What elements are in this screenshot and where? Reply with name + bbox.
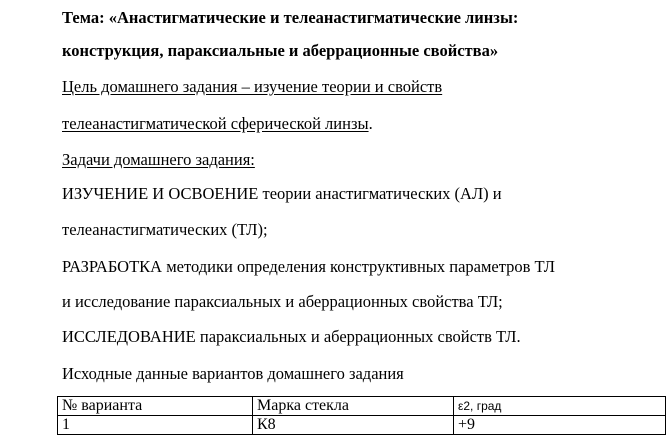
cell-variant: 1 — [58, 416, 253, 435]
variants-table — [57, 396, 666, 435]
header-epsilon: ε2, град — [454, 397, 666, 416]
header-variant: № варианта — [58, 397, 253, 416]
header-glass: Марка стекла — [253, 397, 454, 416]
task-1-line-2: телеанастигматических (ТЛ); — [62, 220, 268, 239]
source-data-heading: Исходные данные вариантов домашнего задания — [62, 364, 404, 383]
goal-line-2 — [62, 114, 373, 134]
table-header-row — [58, 397, 666, 416]
goal-text-2: телеанастигматической сферической линзы — [62, 114, 369, 133]
tasks-heading-text: Задачи домашнего задания: — [62, 150, 255, 169]
cell-epsilon: +9 — [454, 416, 666, 435]
task-1-line-1: ИЗУЧЕНИЕ И ОСВОЕНИЕ теории анастигматических (АЛ) и — [62, 184, 502, 203]
title-line-2: конструкция, параксиальные и аберрационные свойства» — [62, 41, 499, 60]
goal-period: . — [368, 114, 373, 133]
goal-line-1 — [62, 77, 442, 97]
tasks-heading — [62, 150, 255, 170]
task-3: ИССЛЕДОВАНИЕ параксиальных и аберрационных свойств ТЛ. — [62, 327, 521, 346]
task-2-line-1: РАЗРАБОТКА методики определения конструктивных параметров ТЛ — [62, 257, 556, 276]
cell-glass: К8 — [253, 416, 454, 435]
task-2-line-2: и исследование параксиальных и аберрационных свойства ТЛ; — [62, 292, 503, 311]
title-line-1: Тема: «Анастигматические и телеанастигматические линзы: — [62, 8, 519, 27]
table-row — [58, 416, 666, 435]
goal-text-1: Цель домашнего задания – изучение теории и свойств — [62, 77, 443, 96]
